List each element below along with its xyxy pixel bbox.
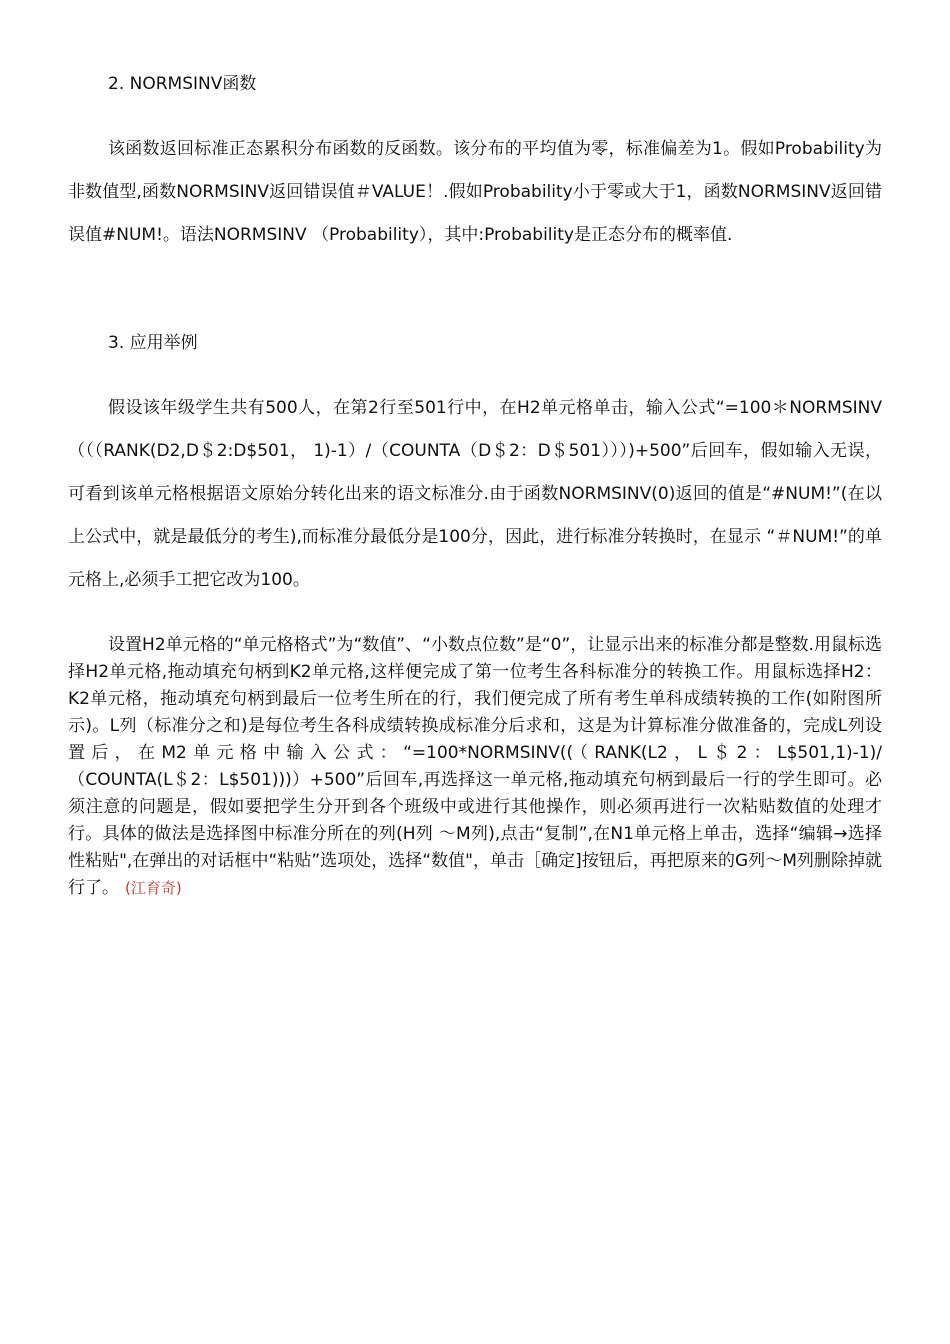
section-heading-example: 3. 应用举例 xyxy=(108,333,198,353)
example-formula-paragraph: 假设该年级学生共有500人，在第2行至501行中，在H2单元格单击，输入公式“=100＊NORMSINV（（（RANK(D2,D＄2:D$501， 1)-1）/（COUNTA（D＄2：D＄501）））)+500”后回车，假如输入无误，可看到该单元格根据语文原始分转化出来的语文标准分.由于函数NORMSINV(0)返回的值是“#NUM!”(在以上公式中，就是最低分的考生),而标准分最低分是100分，因此，进行标准分转换时，在显示 “＃NUM!”的单元格上,必须手工把它改为100。 xyxy=(68,398,882,590)
normsinv-description-paragraph: 该函数返回标准正态累积分布函数的反函数。该分布的平均值为零，标准偏差为1。假如Probability为非数值型,函数NORMSINV返回错误值＃VALUE！.假如Probability小于零或大于1，函数NORMSINV返回错误值#NUM!。语法NORMSINV （Probability），其中:Probability是正态分布的概率值. xyxy=(68,139,882,245)
setup-instructions-text: 设置H2单元格的“单元格格式”为“数值”、“小数点位数”是“0”，让显示出来的标准分都是整数.用鼠标选择H2单元格,拖动填充句柄到K2单元格,这样便完成了第一位考生各科标准分的转换工作。用鼠标选择H2：K2单元格，拖动填充句柄到最后一位考生所在的行，我们便完成了所有考生单科成绩转换的工作(如附图所示)。L列（标准分之和)是每位考生各科成绩转换成标准分后求和，这是为计算标准分做准备的，完成L列设置后，在M2单元格中输入公式：“=100*NORMSINV((（RANK(L2，L＄2：L$501,1)-1)/（COUNTA(L＄2：L$501)))）+500”后回车,再选择这一单元格,拖动填充句柄到最后一行的学生即可。必须注意的问题是，假如要把学生分开到各个班级中或进行其他操作，则必须再进行一次粘贴数值的处理才行。具体的做法是选择图中标准分所在的列(H列 ～M列),点击“复制”,在N1单元格上单击，选择“编辑→选择性粘贴",在弹出的对话框中“粘贴”选项处，选择“数值"，单击［确定]按钮后，再把原来的G列～M列删除掉就行了。 xyxy=(68,635,882,898)
author-credit: (江育奇) xyxy=(125,879,182,897)
section-heading-normsinv: 2. NORMSINV函数 xyxy=(108,74,257,94)
setup-instructions-paragraph xyxy=(68,632,882,902)
